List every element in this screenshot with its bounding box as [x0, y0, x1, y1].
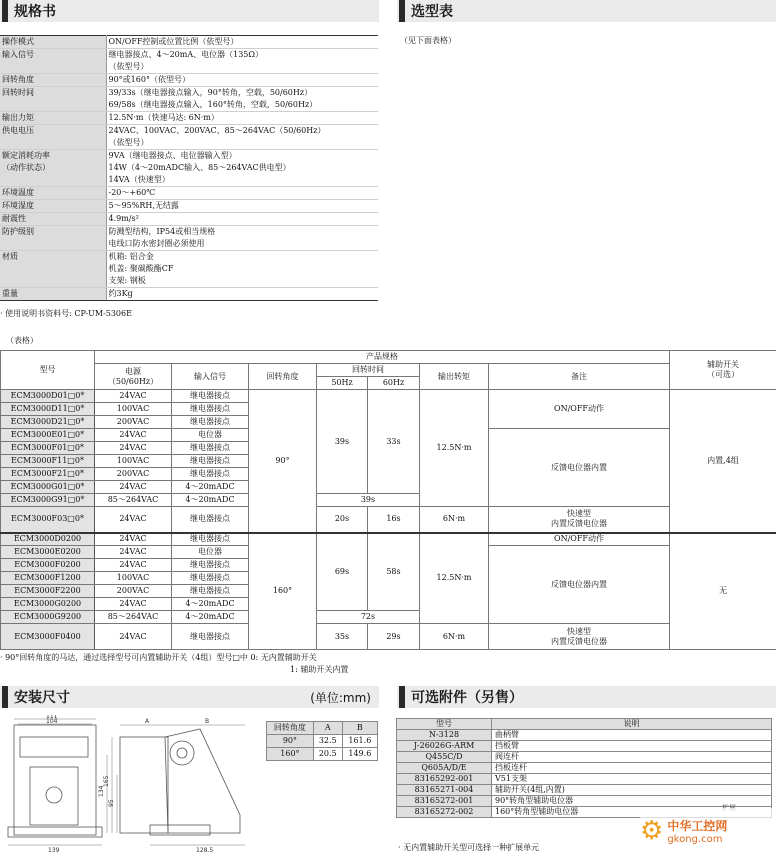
spec-row [0, 112, 378, 125]
spec-value-line: 90°或160°（依型号） [108, 75, 190, 84]
spec-value [106, 187, 378, 200]
table-row [1, 624, 776, 650]
spec-value-line: 机箱: 铝合金 [108, 252, 154, 261]
remark-pot-cell: 反馈电位器内置 [489, 429, 670, 507]
dim-label-b: B [205, 718, 210, 725]
spec-value-line: 14W（4～20mADC输入、85～264VAC供电型） [108, 163, 291, 172]
spec-label: 操作模式 [0, 36, 106, 49]
table-row [1, 533, 776, 546]
model-cell: ECM3000G91□0* [1, 494, 95, 507]
accessory-desc: V51支架 [492, 774, 772, 785]
spec-label: 回转角度 [0, 74, 106, 87]
header-bar [399, 686, 405, 708]
time-g9-cell: 72s [317, 611, 420, 624]
accessory-desc-header: 说明 [492, 719, 772, 730]
dim-128: 128.5 [196, 847, 214, 854]
model-cell: ECM3000G01□0* [1, 481, 95, 494]
spec-value-line: 机盖: 聚碳酸酯CF [108, 264, 174, 273]
bracket-outline [165, 729, 240, 833]
spec-label: 供电电压 [0, 125, 106, 150]
power-cell: 200VAC [95, 416, 172, 429]
model-cell: ECM3000F1200 [1, 572, 95, 585]
mounting-base [8, 827, 102, 837]
power-cell: 85～264VAC [95, 494, 172, 507]
side-base [150, 825, 210, 835]
input-cell: 继电器接点 [172, 585, 249, 598]
spec-row [0, 288, 378, 301]
time60-cell: 58s [368, 533, 420, 611]
spec-label: 额定消耗功率 （动作状态） [0, 150, 106, 187]
dim-95: 95 [108, 799, 115, 807]
angle-header: 回转角度 [249, 364, 317, 390]
model-cell: ECM3000E0200 [1, 546, 95, 559]
dim-104: 104 [46, 718, 58, 725]
gear-icon: ⚙ [640, 816, 664, 846]
power-cell: 24VAC [95, 390, 172, 403]
input-cell: 继电器接点 [172, 624, 249, 650]
power-cell: 24VAC [95, 624, 172, 650]
accessory-desc: 挡板臂 [492, 741, 772, 752]
angle-cell: 160° [249, 533, 317, 650]
model-cell: ECM3000F21□0* [1, 468, 95, 481]
accessory-desc: 阀连杆 [492, 752, 772, 763]
actuator-front-body [14, 725, 96, 835]
power-cell: 200VAC [95, 585, 172, 598]
accessory-desc: 160°转角型辅助电位器 [492, 807, 772, 818]
dim-table-row: 90° 32.5 161.6 [267, 735, 378, 748]
power-cell: 100VAC [95, 572, 172, 585]
spec-value-line: （依型号） [108, 138, 149, 147]
input-cell: 继电器接点 [172, 559, 249, 572]
spec-value [106, 150, 378, 187]
spec-value [106, 213, 378, 226]
spec-value-line: 24VAC、100VAC、200VAC、85～264VAC（50/60Hz） [108, 126, 326, 135]
dim-134: 134 [98, 785, 105, 797]
spec-row [0, 74, 378, 87]
table-caption: （表格） [6, 336, 38, 345]
input-cell: 4～20mADC [172, 611, 249, 624]
time50-cell: 69s [317, 533, 368, 611]
accessory-row [397, 785, 772, 796]
accessory-model: 83165272-001 [397, 796, 492, 807]
model-cell: ECM3000F01□0* [1, 442, 95, 455]
power-cell: 100VAC [95, 403, 172, 416]
model-cell: ECM3000D0200 [1, 533, 95, 546]
power-header: 电源 （50/60Hz） [95, 364, 172, 390]
accessory-model: 83165292-001 [397, 774, 492, 785]
spec-row [0, 187, 378, 200]
accessory-row [397, 774, 772, 785]
spec-value [106, 87, 378, 112]
accessory-model: 83165272-002 [397, 807, 492, 818]
torque-cell: 6N·m [420, 624, 489, 650]
spec-value [106, 36, 378, 49]
spec-value [106, 112, 378, 125]
spec-value [106, 49, 378, 74]
angle-cell: 90° [249, 390, 317, 533]
model-cell: ECM3000D11□0* [1, 403, 95, 416]
spec-row [0, 226, 378, 251]
model-cell: ECM3000E01□0* [1, 429, 95, 442]
spec-value-line: 39/33s（继电器接点输入，90°转角，空载，50/60Hz） [108, 88, 313, 97]
spec-value-line: 继电器接点、4～20mA、电位器（135Ω） [108, 50, 264, 59]
actuator-lower-housing [30, 767, 78, 825]
watermark-cn: 中华工控网 [667, 819, 728, 833]
time50-cell: 35s [317, 624, 368, 650]
install-section-title: 安装尺寸 [14, 690, 70, 706]
selection-section-title: 选型表 [411, 4, 453, 20]
spec-value-line: 14VA（快速型） [108, 175, 170, 184]
spec-section-header [0, 0, 379, 22]
spec-label: 输入信号 [0, 49, 106, 74]
model-cell: ECM3000F0200 [1, 559, 95, 572]
selection-ref-note: （见下面表格） [400, 36, 456, 45]
dim-label-a: A [145, 718, 150, 725]
spec-row [0, 87, 378, 112]
table-row [1, 390, 776, 403]
dim-table-a-header: A [313, 722, 342, 735]
dim-table-b-header: B [342, 722, 377, 735]
spec-row [0, 213, 378, 226]
time50-cell: 20s [317, 507, 368, 533]
install-section-header [0, 686, 379, 708]
table-row [1, 351, 776, 364]
power-cell: 24VAC [95, 442, 172, 455]
dim-165: 165 [103, 775, 110, 787]
watermark-url: gkong.com [667, 834, 723, 845]
accessory-row [397, 796, 772, 807]
dim-table-row: 160° 20.5 149.6 [267, 748, 378, 761]
spec-label: 环境湿度 [0, 200, 106, 213]
spec-value-line: 支架: 钢板 [108, 276, 146, 285]
input-cell: 4～20mADC [172, 481, 249, 494]
spec-value-line: 69/58s（继电器接点输入，160°转角，空载，50/60Hz） [108, 100, 318, 109]
input-cell: 继电器接点 [172, 507, 249, 533]
accessory-model: N-3128 [397, 730, 492, 741]
accessory-desc: 辅助开关(4组,内置) [492, 785, 772, 796]
power-cell: 200VAC [95, 468, 172, 481]
spec-value [106, 288, 378, 301]
accessory-model: 83165271-004 [397, 785, 492, 796]
time-g9-cell: 39s [317, 494, 420, 507]
spec-label: 防护级别 [0, 226, 106, 251]
spec-value [106, 200, 378, 213]
model-cell: ECM3000F0400 [1, 624, 95, 650]
header-bar [2, 0, 8, 22]
spec-value-line: -20～+60℃ [108, 188, 156, 197]
power-cell: 24VAC [95, 598, 172, 611]
remark-pot-cell: 反馈电位器内置 [489, 546, 670, 624]
input-cell: 继电器接点 [172, 416, 249, 429]
model-cell: ECM3000G9200 [1, 611, 95, 624]
remark-fast-cell: 快速型 内置反馈电位器 [489, 624, 670, 650]
header-bar [399, 0, 405, 22]
spec-value-line: 4.9m/s² [108, 214, 139, 223]
selection-section-header [397, 0, 776, 22]
model-cell: ECM3000F11□0* [1, 455, 95, 468]
spec-value [106, 226, 378, 251]
accessory-desc: 曲柄臂 [492, 730, 772, 741]
dim-139: 139 [48, 847, 60, 854]
input-cell: 4～20mADC [172, 598, 249, 611]
remark-fast-cell: 快速型 内置反馈电位器 [489, 507, 670, 533]
spec-label: 回转时间 [0, 87, 106, 112]
spec-value-line: 约3Kg [108, 289, 133, 298]
input-cell: 继电器接点 [172, 468, 249, 481]
power-cell: 24VAC [95, 533, 172, 546]
accessory-desc: 90°转角型辅助电位器 [492, 796, 772, 807]
table-row [1, 507, 776, 533]
input-header: 输入信号 [172, 364, 249, 390]
spec-row [0, 150, 378, 187]
manual-note: · 使用说明书资料号: CP-UM-5306E [0, 309, 132, 318]
model-cell: ECM3000F2200 [1, 585, 95, 598]
remark-onoff-cell: ON/OFF动作 [489, 390, 670, 429]
spec-table [0, 35, 378, 301]
torque-cell: 12.5N·m [420, 390, 489, 507]
remark-header: 备注 [489, 364, 670, 390]
torque-header: 输出转矩 [420, 364, 489, 390]
spec-section-title: 规格书 [14, 4, 56, 20]
actuator-side-body [120, 737, 168, 833]
table-note-1: · 90°回转角度的马达，通过选择型号可内置辅助开关（4组）型号□中 0: 无内置辅助开关 [0, 653, 317, 662]
input-cell: 4～20mADC [172, 494, 249, 507]
accessory-table [396, 718, 772, 818]
crank-hub [177, 748, 187, 758]
header-bar [2, 686, 8, 708]
power-cell: 100VAC [95, 455, 172, 468]
spec-label: 环境温度 [0, 187, 106, 200]
selection-table [0, 350, 776, 650]
time60-cell: 29s [368, 624, 420, 650]
spec-value-line: 5～95%RH,无结露 [108, 201, 179, 210]
remark-onoff-cell: ON/OFF动作 [489, 533, 670, 546]
power-cell: 24VAC [95, 429, 172, 442]
aux-header: 辅助开关 （可选） [670, 351, 776, 390]
accessory-model: J-26026G-ARM [397, 741, 492, 752]
table-note-2: 1: 辅助开关内置 [290, 665, 349, 674]
accessory-section-title: 可选附件（另售） [411, 690, 523, 706]
dim-111: 111 [46, 715, 58, 720]
power-cell: 24VAC [95, 507, 172, 533]
accessory-note: · 无内置辅助开关型可选择一种扩展单元 [398, 843, 540, 852]
input-cell: 继电器接点 [172, 390, 249, 403]
power-cell: 85～264VAC [95, 611, 172, 624]
spec-value-line: ON/OFF控制或位置比例（依型号） [108, 37, 239, 46]
spec-value-line: （依型号） [108, 62, 149, 71]
time60-cell: 33s [368, 390, 420, 494]
input-cell: 继电器接点 [172, 442, 249, 455]
spec-value-line: 防溅型结构，IP54或相当规格 [108, 227, 216, 236]
spec-row [0, 125, 378, 150]
accessory-header-row [397, 719, 772, 730]
model-header: 型号 [1, 351, 95, 390]
accessory-model: Q605A/D/E [397, 763, 492, 774]
dimension-table [266, 721, 378, 761]
table-row [1, 364, 776, 377]
spec-label: 重量 [0, 288, 106, 301]
input-cell: 继电器接点 [172, 533, 249, 546]
time50-cell: 39s [317, 390, 368, 494]
spec-value [106, 125, 378, 150]
spec-row [0, 49, 378, 74]
spec-row [0, 200, 378, 213]
actuator-display-panel [20, 737, 88, 757]
spec-row [0, 251, 378, 288]
torque-cell: 6N·m [420, 507, 489, 533]
model-cell: ECM3000G0200 [1, 598, 95, 611]
input-cell: 电位器 [172, 429, 249, 442]
accessory-row [397, 752, 772, 763]
hz50-header: 50Hz [317, 377, 368, 390]
hz60-header: 60Hz [368, 377, 420, 390]
spec-row [0, 36, 378, 49]
input-cell: 继电器接点 [172, 455, 249, 468]
input-cell: 继电器接点 [172, 572, 249, 585]
accessory-model-header: 型号 [397, 719, 492, 730]
power-cell: 24VAC [95, 481, 172, 494]
time-header: 回转时间 [317, 364, 420, 377]
accessory-row [397, 730, 772, 741]
aux-cell: 内置,4组 [670, 390, 776, 533]
spec-value-line: 电线口防水密封圈必须使用 [108, 239, 205, 248]
spec-value [106, 251, 378, 288]
power-cell: 24VAC [95, 559, 172, 572]
input-cell: 继电器接点 [172, 403, 249, 416]
spec-label: 耐震性 [0, 213, 106, 226]
model-cell: ECM3000D01□0* [1, 390, 95, 403]
spec-header: 产品规格 [95, 351, 670, 364]
time60-cell: 16s [368, 507, 420, 533]
accessory-section-header [397, 686, 776, 708]
accessory-row [397, 763, 772, 774]
accessory-model: Q455C/D [397, 752, 492, 763]
spec-value-line: 9VA（继电器接点、电位器输入型） [108, 151, 237, 160]
accessory-desc: 挡板连杆 [492, 763, 772, 774]
model-cell: ECM3000D21□0* [1, 416, 95, 429]
spec-value-line: 12.5N·m（快速马达: 6N·m） [108, 113, 219, 122]
spec-label: 材质 [0, 251, 106, 288]
dim-table-angle-header: 回转角度 [267, 722, 314, 735]
accessory-row [397, 741, 772, 752]
model-cell: ECM3000F03□0* [1, 507, 95, 533]
dimension-drawing [0, 715, 262, 855]
power-cell: 24VAC [95, 546, 172, 559]
torque-cell: 12.5N·m [420, 533, 489, 624]
aux-cell: 无 [670, 533, 776, 650]
crank-circle [170, 741, 194, 765]
spec-value [106, 74, 378, 87]
input-cell: 电位器 [172, 546, 249, 559]
shaft-circle [46, 787, 62, 803]
install-unit: (单位:mm) [310, 690, 371, 705]
spec-label: 输出力矩 [0, 112, 106, 125]
watermark [640, 808, 772, 854]
